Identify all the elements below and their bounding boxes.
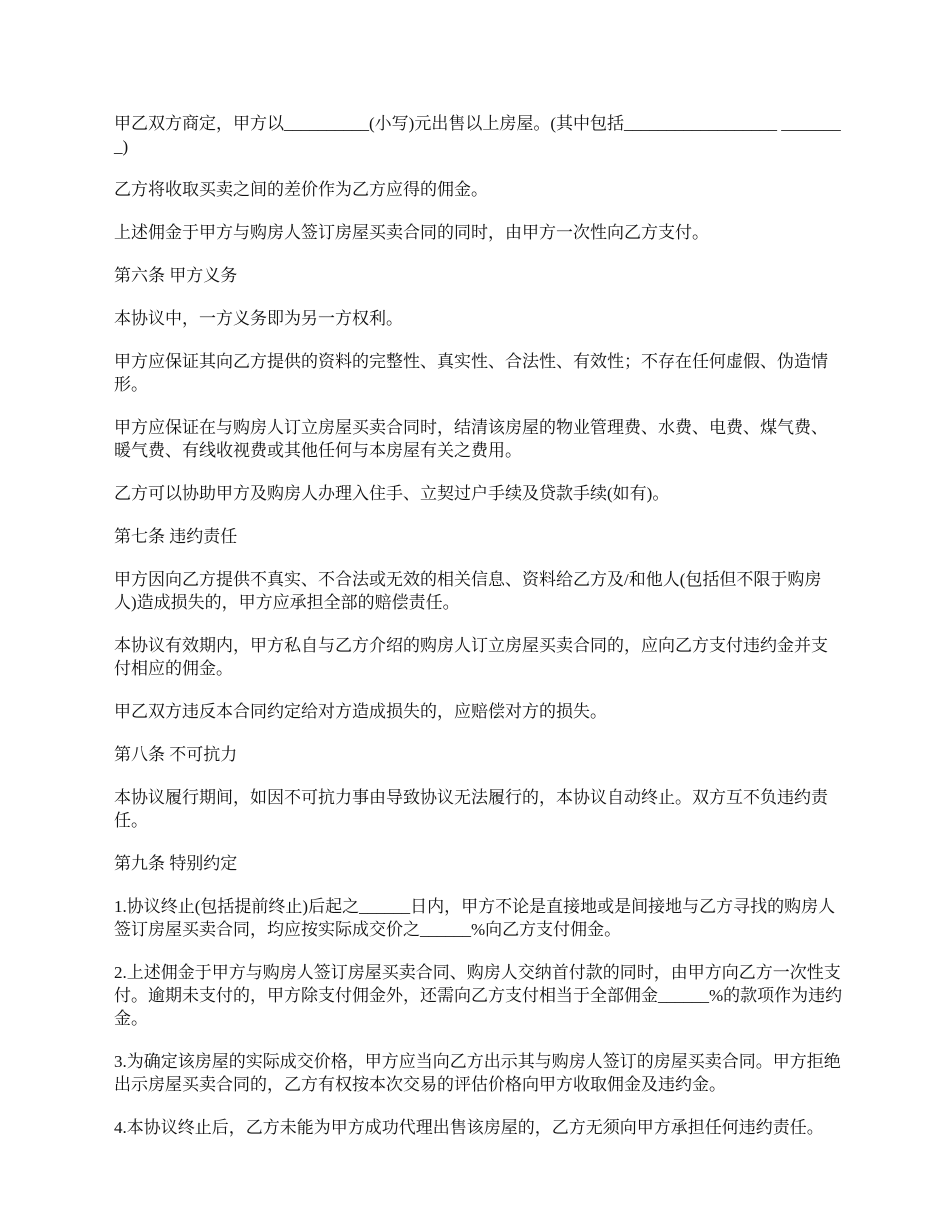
- assist-procedures-paragraph: 乙方可以协助甲方及购房人办理入住手、立契过户手续及贷款手续(如有)。: [114, 484, 670, 503]
- commission-payment-paragraph: 上述佣金于甲方与购房人签订房屋买卖合同的同时，由甲方一次性向乙方支付。: [114, 223, 709, 242]
- section-heading-article-9: 第九条 特别约定: [114, 854, 238, 873]
- special-term-1-paragraph: 1.协议终止(包括提前终止)后起之______日内，甲方不论是直接地或是间接地与乙方寻找的购房人签订房屋买卖合同，均应按实际成交价之______%向乙方支付佣金。: [114, 897, 836, 939]
- clause-price-paragraph: 甲乙双方商定，甲方以__________(小写)元出售以上房屋。(其中包括__________________ ________): [114, 114, 841, 156]
- section-heading-article-6: 第六条 甲方义务: [114, 266, 238, 285]
- false-info-liability-paragraph: 甲方因向乙方提供不真实、不合法或无效的相关信息、资料给乙方及/和他人(包括但不限于购房人)造成损失的，甲方应承担全部的赔偿责任。: [114, 570, 822, 612]
- special-term-3-paragraph: 3.为确定该房屋的实际成交价格，甲方应当向乙方出示其与购房人签订的房屋买卖合同。甲方拒绝出示房屋买卖合同的，乙方有权按本次交易的评估价格向甲方收取佣金及违约金。: [114, 1052, 841, 1094]
- section-heading-article-7: 第七条 违约责任: [114, 527, 238, 546]
- commission-difference-paragraph: 乙方将收取买卖之间的差价作为乙方应得的佣金。: [114, 180, 488, 199]
- materials-guarantee-paragraph: 甲方应保证其向乙方提供的资料的完整性、真实性、合法性、有效性；不存在任何虚假、伪造情形。: [114, 352, 828, 394]
- obligations-rights-paragraph: 本协议中，一方义务即为另一方权利。: [114, 309, 403, 328]
- special-term-2-paragraph: 2.上述佣金于甲方与购房人签订房屋买卖合同、购房人交纳首付款的同时，由甲方向乙方一次性支付。逾期未支付的，甲方除支付佣金外，还需向乙方支付相当于全部佣金______%的款项作为违约金。: [114, 963, 843, 1028]
- document-page: [114, 112, 844, 1159]
- section-heading-article-8: 第八条 不可抗力: [114, 745, 238, 764]
- mutual-breach-paragraph: 甲乙双方违反本合同约定给对方造成损失的，应赔偿对方的损失。: [114, 702, 607, 721]
- force-majeure-paragraph: 本协议履行期间，如因不可抗力事由导致协议无法履行的，本协议自动终止。双方互不负违约责任。: [114, 788, 828, 830]
- private-deal-penalty-paragraph: 本协议有效期内，甲方私自与乙方介绍的购房人订立房屋买卖合同的，应向乙方支付违约金并支付相应的佣金。: [114, 636, 828, 678]
- special-term-4-paragraph: 4.本协议终止后，乙方未能为甲方成功代理出售该房屋的，乙方无须向甲方承担任何违约责任。: [114, 1118, 824, 1137]
- fees-settlement-paragraph: 甲方应保证在与购房人订立房屋买卖合同时，结清该房屋的物业管理费、水费、电费、煤气费、暖气费、有线收视费或其他任何与本房屋有关之费用。: [114, 418, 828, 460]
